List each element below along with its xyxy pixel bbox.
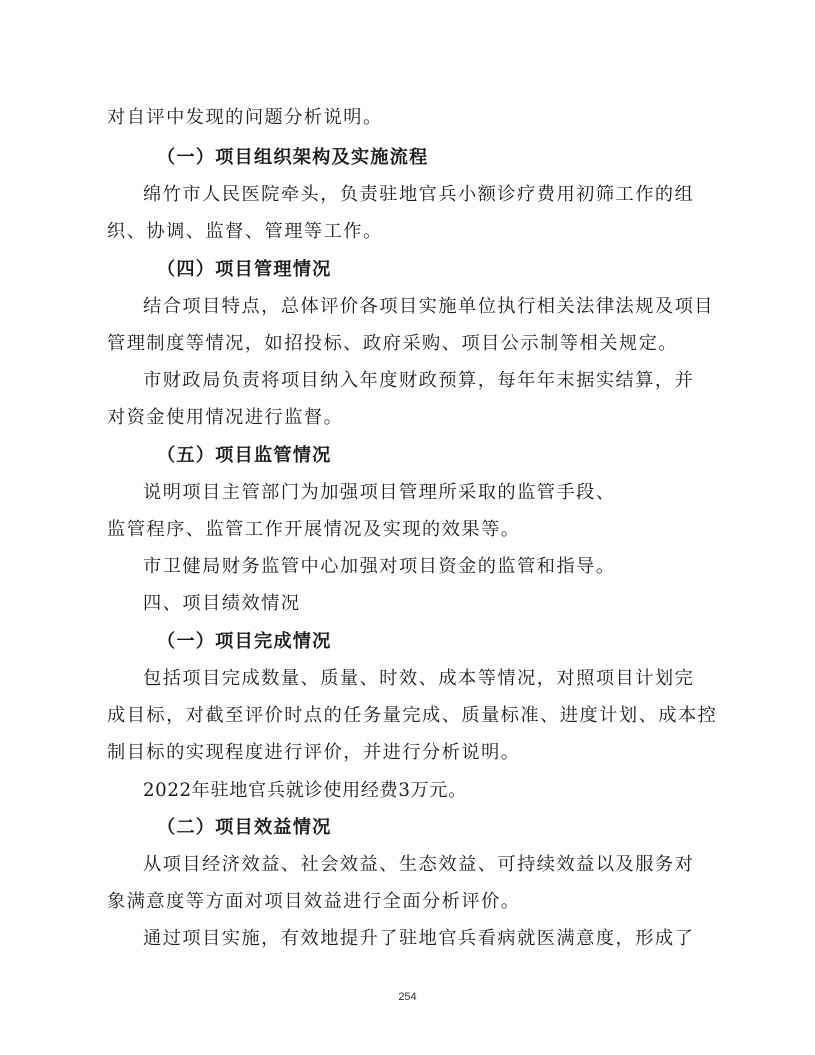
section-heading: （一）项目完成情况 [157, 631, 332, 652]
body-text-line: 成目标，对截至评价时点的任务量完成、质量标准、进度计划、成本控 [107, 705, 718, 726]
body-text-line: 通过项目实施，有效地提升了驻地官兵看病就医满意度，形成了 [143, 928, 695, 949]
section-heading: （一）项目组织架构及实施流程 [157, 147, 429, 168]
body-text-line: 从项目经济效益、社会效益、生态效益、可持续效益以及服务对 [143, 854, 695, 875]
section-heading: （四）项目管理情况 [157, 259, 332, 280]
body-text-line: 管理制度等情况，如招投标、政府采购、项目公示制等相关规定。 [107, 333, 678, 354]
body-text-line: 市财政局负责将项目纳入年度财政预算，每年年末据实结算，并 [143, 370, 695, 391]
body-text-line: 对自评中发现的问题分析说明。 [107, 107, 383, 128]
body-text-line: 对资金使用情况进行监督。 [107, 407, 344, 428]
body-text-line: 监管程序、监管工作开展情况及实现的效果等。 [107, 519, 521, 540]
page-number: 254 [398, 991, 417, 1003]
body-text-line: 市卫健局财务监管中心加强对项目资金的监管和指导。 [143, 556, 616, 577]
body-text-line: 包括项目完成数量、质量、时效、成本等情况，对照项目计划完 [143, 668, 695, 689]
section-heading: （二）项目效益情况 [157, 817, 332, 838]
section-heading: （五）项目监管情况 [157, 445, 332, 466]
body-text-line: 说明项目主管部门为加强项目管理所采取的监管手段、 [143, 482, 616, 503]
body-text-line: 象满意度等方面对项目效益进行全面分析评价。 [107, 891, 521, 912]
body-text-line: 制目标的实现程度进行评价，并进行分析说明。 [107, 742, 521, 763]
body-text-line: 2022年驻地官兵就诊使用经费3万元。 [143, 780, 467, 801]
body-text-line: 绵竹市人民医院牵头，负责驻地官兵小额诊疗费用初筛工作的组 [143, 184, 695, 205]
body-text-line: 织、协调、监督、管理等工作。 [107, 221, 383, 242]
body-text-line: 结合项目特点，总体评价各项目实施单位执行相关法律法规及项目 [143, 296, 714, 317]
section-title: 四、项目绩效情况 [143, 593, 301, 614]
